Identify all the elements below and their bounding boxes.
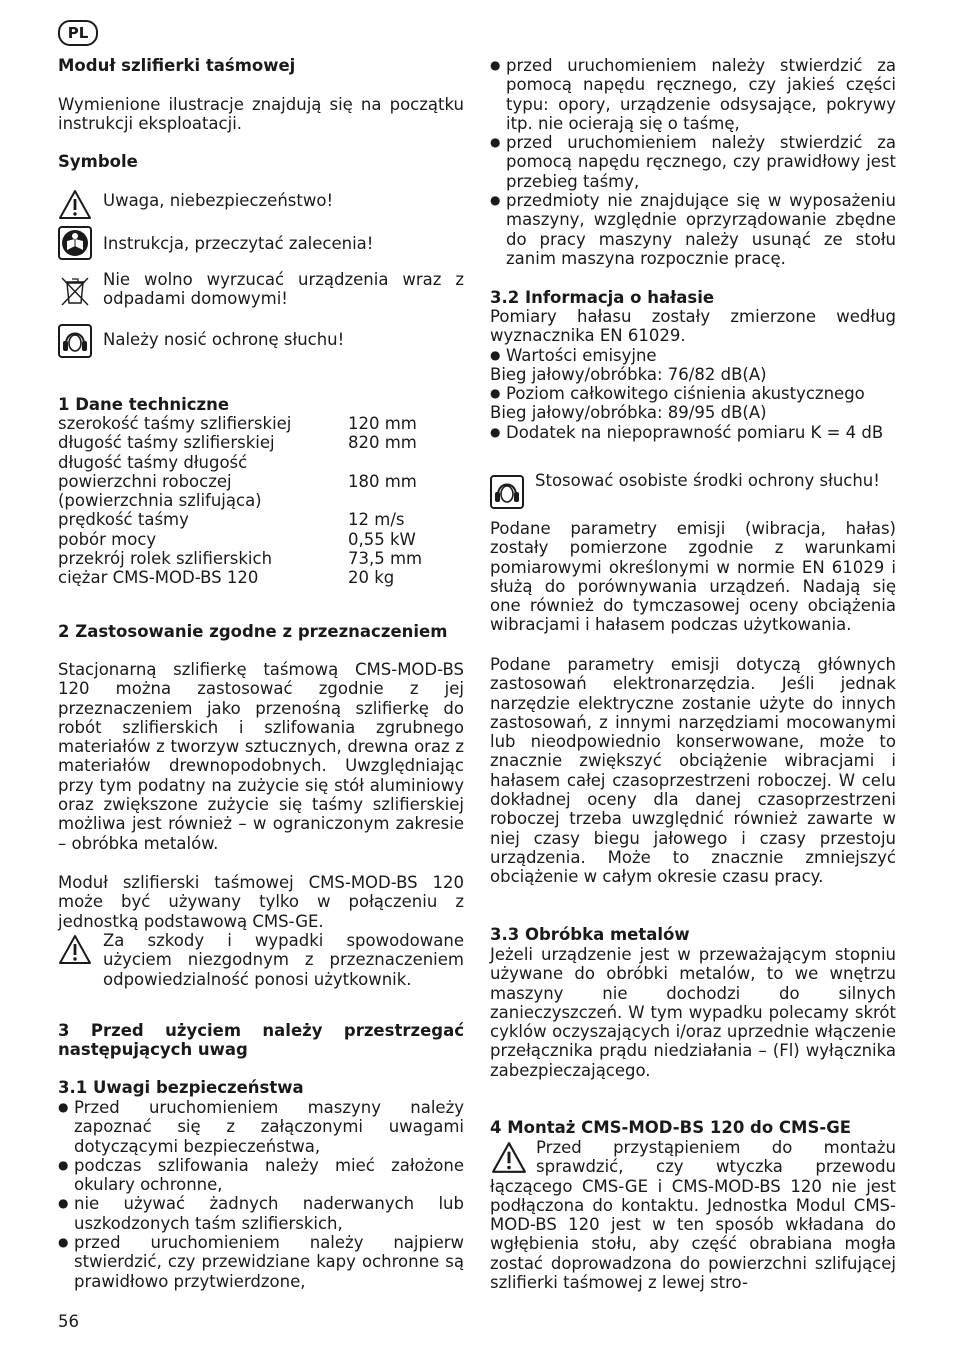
spec-row <box>58 530 422 549</box>
symbol-row-warning <box>58 188 464 224</box>
list-item: ● Dodatek na niepoprawność pomiaru K = 4 dB <box>490 423 896 442</box>
symbol-row-disposal <box>58 270 464 310</box>
spec-row <box>58 568 422 587</box>
spec-value: 73,5 mm <box>348 549 423 569</box>
section-3-2-heading: 3.2 Informacja o hałasie <box>490 288 715 307</box>
spec-key: ciężar CMS-MOD-BS 120 <box>58 568 259 588</box>
spec-row <box>58 510 422 529</box>
spec-key: szerokość taśmy szlifierskiej <box>58 414 292 433</box>
section-1-heading: 1 Dane techniczne <box>58 395 230 414</box>
list-item: ● Poziom całkowitego ciśnienia akustycznego <box>490 384 896 403</box>
spec-value <box>348 491 422 510</box>
list-item: ● nie używać żadnych naderwanych lub uszkodzonych taśm szlifierskich, <box>58 1194 464 1233</box>
safety-list-continued <box>490 56 896 268</box>
list-item: ● przed uruchomieniem należy stwierdzić za pomocą napędu ręcznego, czy jakieś części typu: opory, urządzenie odsysające, pokrywy itp. nie ocierają się o taśmę, <box>490 56 896 133</box>
metal-paragraph: Jeżeli urządzenie jest w przeważającym stopniu używane do obróbki metalów, to we wnętrzu maszyny nie dochodzi do silnych zanieczyszczeń. W tym wypadku polecamy skrót cyklów oczyszających i/oraz uprzednie włączenie przełącznika prądu niedziałania – (Fl) wyłącznika zabezpieczającego. <box>490 945 896 1080</box>
list-item: ● Wartości emisyjne <box>490 346 896 365</box>
symbol-text: Instrukcja, przeczytać zalecenia! <box>103 234 374 253</box>
spec-value: 120 mm <box>348 414 417 433</box>
read-manual-icon <box>58 226 92 260</box>
section-2-warning <box>58 931 464 991</box>
spec-row <box>58 549 422 568</box>
hearing-protection-note <box>490 471 896 511</box>
spec-value: 20 kg <box>348 568 395 588</box>
document-title: Moduł szlifierki taśmowej <box>58 56 296 75</box>
list-item: ● przed uruchomieniem należy stwierdzić za pomocą napędu ręcznego, czy prawidłowy jest przebieg taśmy, <box>490 133 896 191</box>
spec-key: pobór mocy <box>58 529 157 549</box>
list-item: ● podczas szlifowania należy mieć założone okulary ochronne, <box>58 1156 464 1195</box>
list-item: ● przed uruchomieniem należy najpierw stwierdzić, czy przewidziane kapy ochronne są prawidłowo przytwierdzone, <box>58 1233 464 1291</box>
warning-triangle-icon <box>58 188 92 222</box>
noise-paragraph-1: Pomiary hałasu zostały zmierzone według wyznacznika EN 61029. <box>490 307 896 346</box>
spec-key: przekrój rolek szlifierskich <box>58 549 273 569</box>
warning-text: Za szkody i wypadki spowodowane użyciem niezgodnym z przeznaczeniem odpowiedzialność ponosi użytkownik. <box>103 931 464 989</box>
spec-value: 12 m/s <box>348 510 405 530</box>
spec-key: powierzchni roboczej <box>58 471 232 491</box>
page-number: 56 <box>58 1312 79 1331</box>
symbol-text: Należy nosić ochronę słuchu! <box>103 330 345 349</box>
noise-list-2 <box>490 384 896 403</box>
section-3-1-heading: 3.1 Uwagi bezpieczeństwa <box>58 1078 304 1097</box>
list-item: ● Przed uruchomieniem maszyny należy zapoznać się z załączonymi uwagami dotyczącymi bezpieczeństwa, <box>58 1098 464 1156</box>
spec-value: 180 mm <box>348 471 417 491</box>
language-badge: PL <box>58 20 98 46</box>
spec-key: długość taśmy szlifierskiej <box>58 433 275 453</box>
symbol-text: Nie wolno wyrzucać urządzenia wraz z odpadami domowymi! <box>103 270 464 309</box>
noise-value-2: Bieg jałowy/obróbka: 89/95 dB(A) <box>490 403 767 422</box>
spec-row <box>58 472 422 491</box>
noise-paragraph-3: Podane parametry emisji dotyczą głównych zastosowań elektronarzędzia. Jeśli jednak narzędzie elektryczne zostanie użyte do innych zastosowań, z innymi narzędziami mocowanymi lub nieodpowiednio konserwowane, może to znacznie zwiększyć obciążenie wibracjami i hałasem całej czasoprzestrzeni roboczej. W celu dokładnej oceny dla danej czasoprzestrzeni roboczej trzeba uwzględnić również zawarte w niej czasy biegu jałowego i czasy przestoju urządzenia. Może to znacznie zmniejszyć obciążenie w całym okresie czasu pracy. <box>490 655 896 887</box>
list-item: ● przedmioty nie znajdujące się w wyposażeniu maszyny, względnie oprzyrządowanie zbędne do pracy maszyny należy usunąć ze stołu zanim maszyna rozpocznie pracę. <box>490 191 896 268</box>
symbol-row-hearing <box>58 324 464 360</box>
hearing-protection-icon <box>58 324 92 358</box>
section-4-body <box>490 1138 896 1292</box>
spec-table <box>58 414 422 588</box>
section-2-heading: 2 Zastosowanie zgodne z przeznaczeniem <box>58 622 448 641</box>
spec-value: 0,55 kW <box>348 529 416 549</box>
spec-key: prędkość taśmy <box>58 510 189 530</box>
warning-triangle-icon <box>490 1140 528 1176</box>
hearing-protection-icon <box>490 475 524 509</box>
spec-row <box>58 433 422 452</box>
spec-value: 820 mm <box>348 433 417 453</box>
safety-list <box>58 1098 464 1291</box>
noise-paragraph-2: Podane parametry emisji (wibracja, hałas) zostały pomierzone zgodnie z warunkami pomiarowymi określonymi w normie EN 61029 i służą do porównywania urządzeń. Nadają się one również do tymczasowej oceny obciążenia wibracjami i hałasem podczas użytkowania. <box>490 519 896 635</box>
symbol-row-manual <box>58 226 464 262</box>
section-2-paragraph-2: Moduł szlifierski taśmowej CMS-MOD-BS 120 może być używany tylko w połączeniu z jednostką podstawową CMS-GE. <box>58 873 464 931</box>
noise-list-1 <box>490 346 896 365</box>
spec-key: (powierzchnia szlifująca) <box>58 491 262 511</box>
symbol-text: Uwaga, niebezpieczeństwo! <box>103 191 334 210</box>
spec-key: długość taśmy długość <box>58 452 248 472</box>
symbols-heading: Symbole <box>58 152 138 171</box>
section-3-3-heading: 3.3 Obróbka metalów <box>490 925 690 944</box>
spec-row <box>58 453 422 472</box>
spec-row <box>58 414 422 433</box>
section-4-heading: 4 Montaż CMS-MOD-BS 120 do CMS-GE <box>490 1118 852 1137</box>
section-4-paragraph: Przed przystąpieniem do montażu sprawdzić, czy wtyczka przewodu łączącego CMS-GE i CMS-MOD-BS 120 nie jest podłączona do kontaktu. Jednostka Modul CMS-MOD-BS 120 jest w ten sposób wkładana do wgłębienia stołu, aby część obrabiana mogła zostać doprowadzona do powierzchni szlifującej szlifierki taśmowej z lewej stro- <box>490 1138 896 1293</box>
section-2-paragraph-1: Stacjonarną szlifierkę taśmową CMS-MOD-BS 120 można zastosować zgodnie z jej przeznaczeniem jako przenośną szlifierkę do robót szlifierskich i szlifowania zgrubnego materiałów z tworzyw sztucznych, drewna oraz z materiałów drewnopodobnych. Uwzględniając przy tym podatny na zużycie się stół aluminiowy oraz zwiększone zużycie się taśmy szlifierskiej możliwa jest również – w ograniczonym zakresie – obróbka metalów. <box>58 660 464 853</box>
crossed-bin-icon <box>58 274 92 308</box>
warning-triangle-icon <box>58 933 92 967</box>
hearing-protection-text: Stosować osobiste środki ochrony słuchu! <box>535 471 880 490</box>
spec-value <box>348 453 422 472</box>
noise-list-3 <box>490 423 896 442</box>
section-3-heading: 3 Przed użyciem należy przestrzegać następujących uwag <box>58 1021 464 1060</box>
spec-row <box>58 491 422 510</box>
intro-text: Wymienione ilustracje znajdują się na początku instrukcji eksploatacji. <box>58 95 464 134</box>
noise-value-1: Bieg jałowy/obróbka: 76/82 dB(A) <box>490 365 767 384</box>
